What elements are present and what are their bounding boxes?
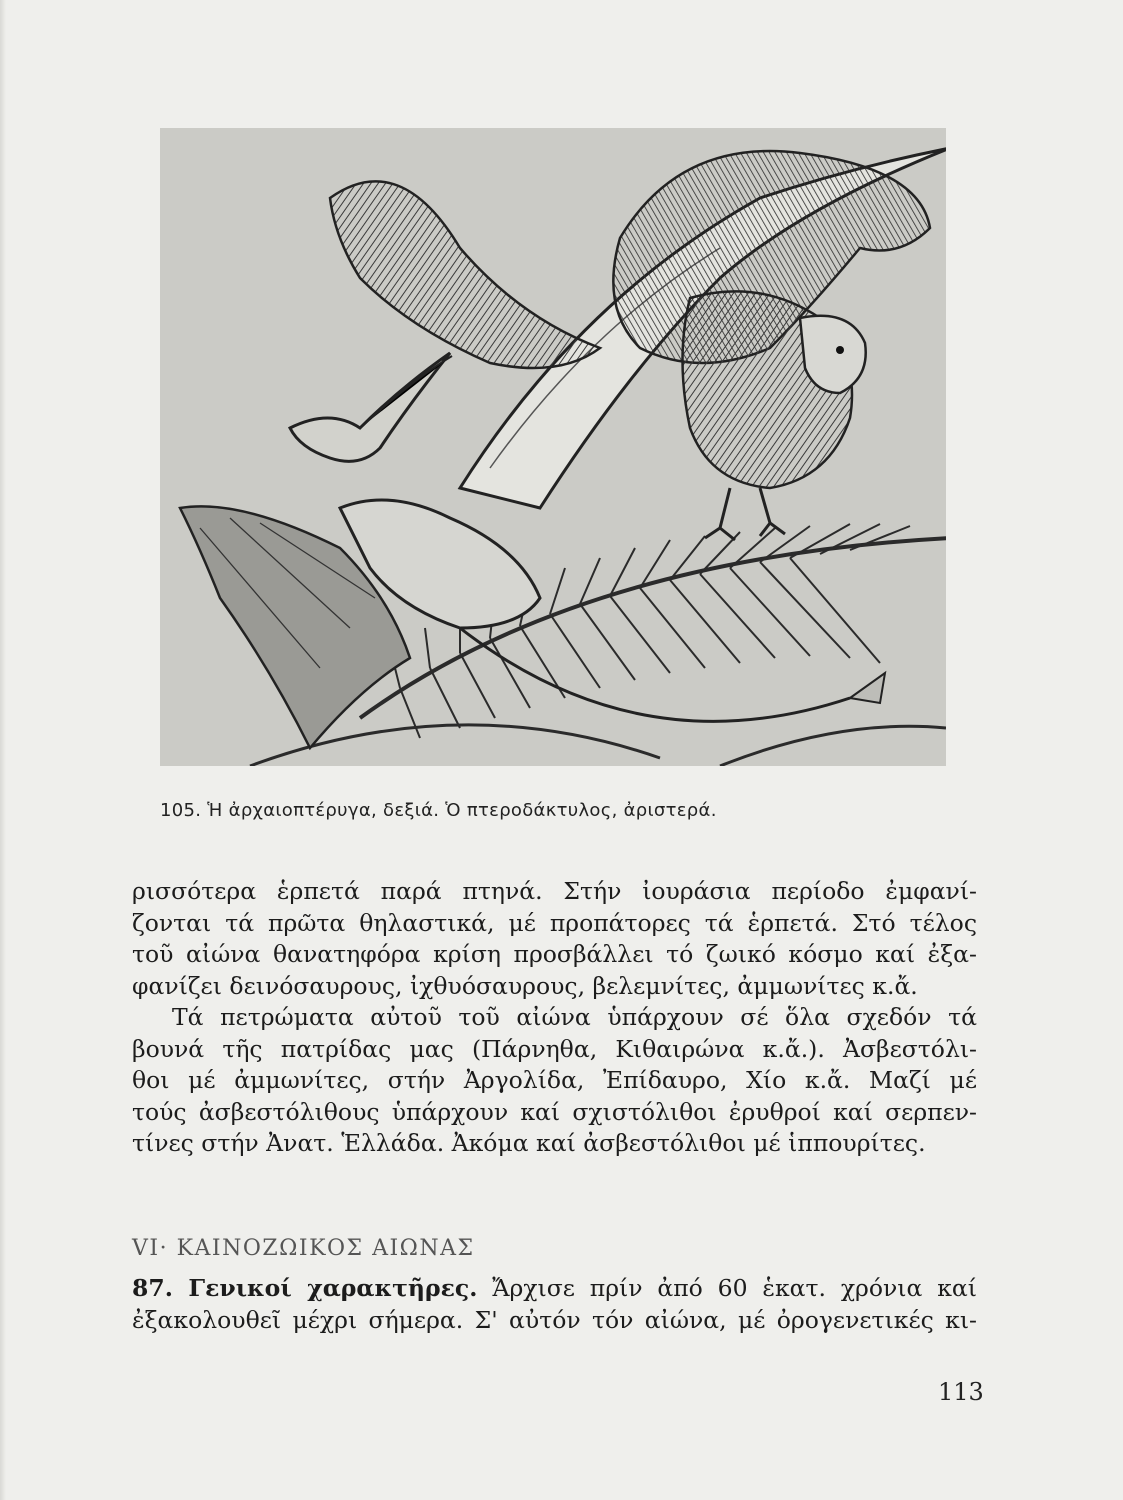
section-body <box>132 1272 977 1336</box>
text-line: θοι μέ ἀμμωνίτες, στήν Ἀργολίδα, Ἐπίδαυρο, Χίο κ.ἄ. Μαζί μέ <box>132 1066 977 1094</box>
page-number: 113 <box>938 1378 984 1406</box>
text-line: τίνες στήν Ἀνατ. Ἑλλάδα. Ἀκόμα καί ἀσβεστόλιθοι μέ ἱππουρίτες. <box>132 1129 926 1157</box>
pterodactyl-archaeopteryx-illustration-icon <box>160 128 946 766</box>
section-line-2: ἐξακολουθεῖ μέχρι σήμερα. Σ' αὐτόν τόν αἰώνα, μέ ὀρογενετικές κι- <box>132 1306 977 1334</box>
figure-caption: 105. Ἡ ἀρχαιοπτέρυγα, δεξιά. Ὁ πτεροδάκτυλος, ἀριστερά. <box>160 800 717 821</box>
text-line: τούς ἀσβεστόλιθους ὑπάρχουν καί σχιστόλιθοι ἐρυθροί καί σερπεν- <box>132 1097 977 1126</box>
figure-illustration <box>160 128 946 766</box>
line1-rest: Ἄρχισε πρίν ἀπό 60 ἑκατ. χρόνια καί <box>477 1274 977 1302</box>
page-edge <box>0 0 6 1500</box>
text-line: βουνά τῆς πατρίδας μας (Πάρνηθα, Κιθαιρώνα κ.ἄ.). Ἀσβεστόλι- <box>132 1034 977 1063</box>
item-number: 87. Γενικοί χαρακτῆρες. <box>132 1274 478 1302</box>
body-text <box>132 876 977 1160</box>
text-line: ζονται τά πρῶτα θηλαστικά, μέ προπάτορες τά ἑρπετά. Στό τέλος <box>132 908 977 937</box>
section-line-1 <box>132 1272 977 1304</box>
section-heading: VI· ΚΑΙΝΟΖΩΙΚΟΣ ΑΙΩΝΑΣ <box>132 1236 475 1261</box>
text-line: Τά πετρώματα αὐτοῦ τοῦ αἰώνα ὑπάρχουν σέ ὅλα σχεδόν τά <box>172 1003 977 1031</box>
text-line: τοῦ αἰώνα θανατηφόρα κρίση προσβάλλει τό ζωικό κόσμο καί ἐξα- <box>132 940 977 968</box>
text-line: ρισσότερα ἑρπετά παρά πτηνά. Στήν ἰουράσια περίοδο ἐμφανί- <box>132 877 977 905</box>
text-line: φανίζει δεινόσαυρους, ἰχθυόσαυρους, βελεμνίτες, ἀμμωνίτες κ.ἄ. <box>132 971 918 1000</box>
